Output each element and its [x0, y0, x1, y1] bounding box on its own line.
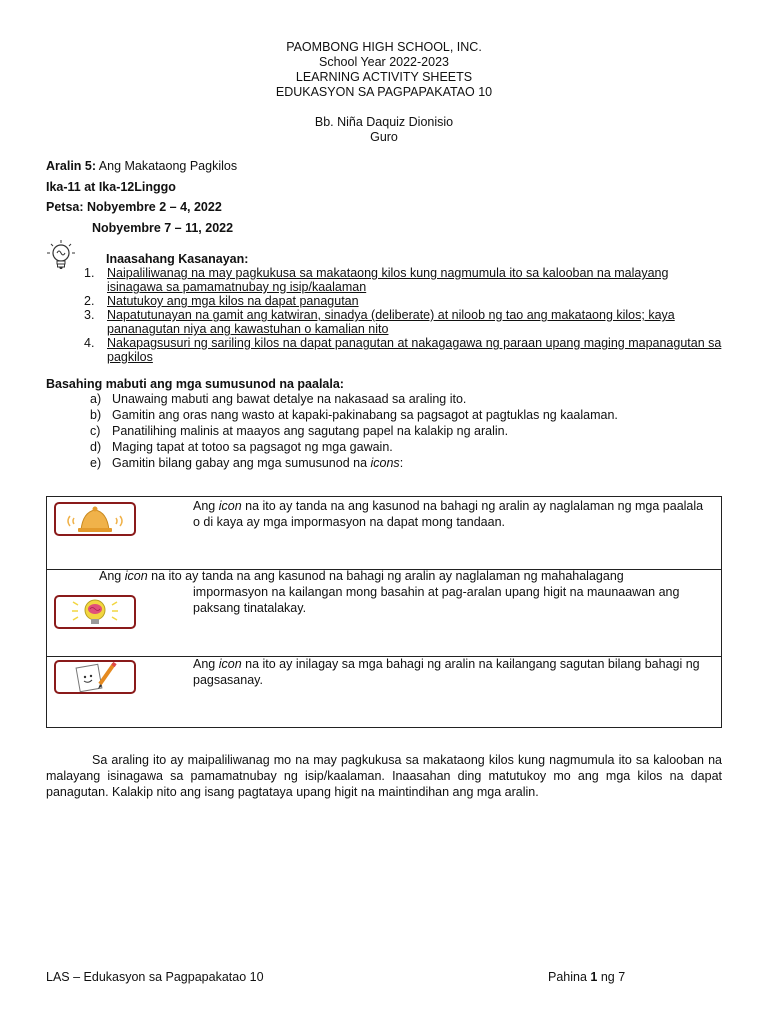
lesson-date: Petsa: Nobyembre 2 – 4, 2022: [46, 200, 222, 214]
icons-guide-table: [46, 496, 722, 728]
list-item: [84, 294, 724, 308]
document-type: LEARNING ACTIVITY SHEETS: [295, 70, 473, 84]
bell-description: Ang icon na ito ay tanda na ang kasunod na bahagi ng aralin ay naglalaman ng mga paalala o di kaya ay mga impormasyon na dapat mong tandaan.: [193, 499, 704, 529]
teacher-role: Guro: [370, 130, 398, 144]
lesson-label: Aralin 5:: [46, 159, 97, 173]
item-letter: b): [90, 408, 102, 422]
brain-bulb-icon: [54, 595, 136, 629]
item-letter: d): [90, 440, 102, 454]
list-item: [90, 423, 726, 439]
item-number: 1.: [84, 266, 95, 280]
list-item: [84, 336, 724, 364]
item-text-end: :: [399, 456, 404, 470]
reminders: [46, 377, 726, 471]
item-text: Naipaliliwanag na may pagkukusa sa makataong kilos kung nagmumula ito sa kalooban na malayang isinagawa sa pamamatnubay ng isip/kaalaman: [107, 266, 669, 294]
item-letter: c): [90, 424, 101, 438]
school-year: School Year 2022-2023: [319, 55, 449, 69]
brain-description-cont: impormasyon na kailangan mong basahin at pag-aralan upang higit na maunaawan ang paksang tinatalakay.: [193, 585, 680, 615]
item-letter: e): [90, 456, 102, 470]
subject-title: EDUKASYON SA PAGPAPAKATAO 10: [275, 85, 493, 99]
item-text: Unawaing mabuti ang bawat detalye na nakasaad sa araling ito.: [112, 392, 467, 406]
list-item: [84, 308, 724, 336]
list-item: [90, 407, 726, 423]
item-number: 3.: [84, 308, 95, 322]
lightbulb-icon: [46, 239, 76, 273]
intro-paragraph: Sa araling ito ay maipaliliwanag mo na may pagkukusa sa makataong kilos kung nagmumula ito sa kalooban na malayang isinagawa sa pamamatnubay ng isip/kaalaman. Inaasahan ding matutukoy mo ang mga kilos na dapat panagutan. Kalakip nito ang isang pagtataya upang higit na maintindihan ang mga aralin.: [46, 753, 722, 799]
item-text: Nakapagsusuri ng sariling kilos na dapat panagutan at nakagagawa ng paraan upang maging mapanagutan sa pagkilos: [107, 336, 722, 364]
notepad-description: Ang icon na ito ay inilagay sa mga bahagi ng aralin na kailangang sagutan bilang bahagi ng pagsasanay.: [193, 657, 700, 687]
teacher-name: Bb. Niña Daquiz Dionisio: [314, 115, 454, 129]
lesson-title: Ang Makataong Pagkilos: [96, 159, 238, 173]
item-text: Maging tapat at totoo sa pagsagot ng mga gawain.: [112, 440, 393, 454]
list-item: [90, 439, 726, 455]
lesson-date-2: Nobyembre 7 – 11, 2022: [92, 220, 234, 235]
lesson-meta: [46, 156, 237, 238]
document-header: [0, 40, 768, 145]
expected-skills-title: Inaasahang Kasanayan:: [106, 252, 249, 266]
footer-title: LAS – Edukasyon sa Pagpapakatao 10: [46, 970, 264, 984]
item-number: 2.: [84, 294, 95, 308]
item-text: Gamitin ang oras nang wasto at kapaki-pakinabang sa pagsagot at pagtuklas ng kaalaman.: [112, 408, 618, 422]
reminders-title: Basahing mabuti ang mga sumusunod na paalala:: [46, 377, 344, 391]
item-text: Panatilihing malinis at maayos ang sagutang papel na kalakip ng aralin.: [112, 424, 509, 438]
list-item: [84, 266, 724, 294]
page-number: Pahina 1 ng 7: [548, 970, 626, 984]
school-name: PAOMBONG HIGH SCHOOL, INC.: [286, 40, 482, 54]
item-letter: a): [90, 392, 102, 406]
item-text: Natutukoy ang mga kilos na dapat panagutan: [107, 294, 359, 308]
expected-skills: [84, 252, 724, 364]
item-text-emphasis: icons: [370, 456, 400, 470]
item-text: Napatutunayan na gamit ang katwiran, sinadya (deliberate) at niloob ng tao ang makataong kilos; kaya pananagutan niya ang kawastuhan o kamalian nito: [107, 308, 675, 336]
list-item: [90, 455, 726, 471]
list-item: [90, 391, 726, 407]
lesson-weeks: Ika-11 at Ika-12Linggo: [46, 179, 176, 194]
bell-icon: [54, 502, 136, 536]
item-number: 4.: [84, 336, 95, 350]
item-text: Gamitin bilang gabay ang mga sumusunod na: [112, 456, 371, 470]
notepad-pencil-icon: [54, 660, 136, 694]
brain-description: Ang icon na ito ay tanda na ang kasunod na bahagi ng aralin ay naglalaman ng mahahalagang: [99, 569, 624, 583]
